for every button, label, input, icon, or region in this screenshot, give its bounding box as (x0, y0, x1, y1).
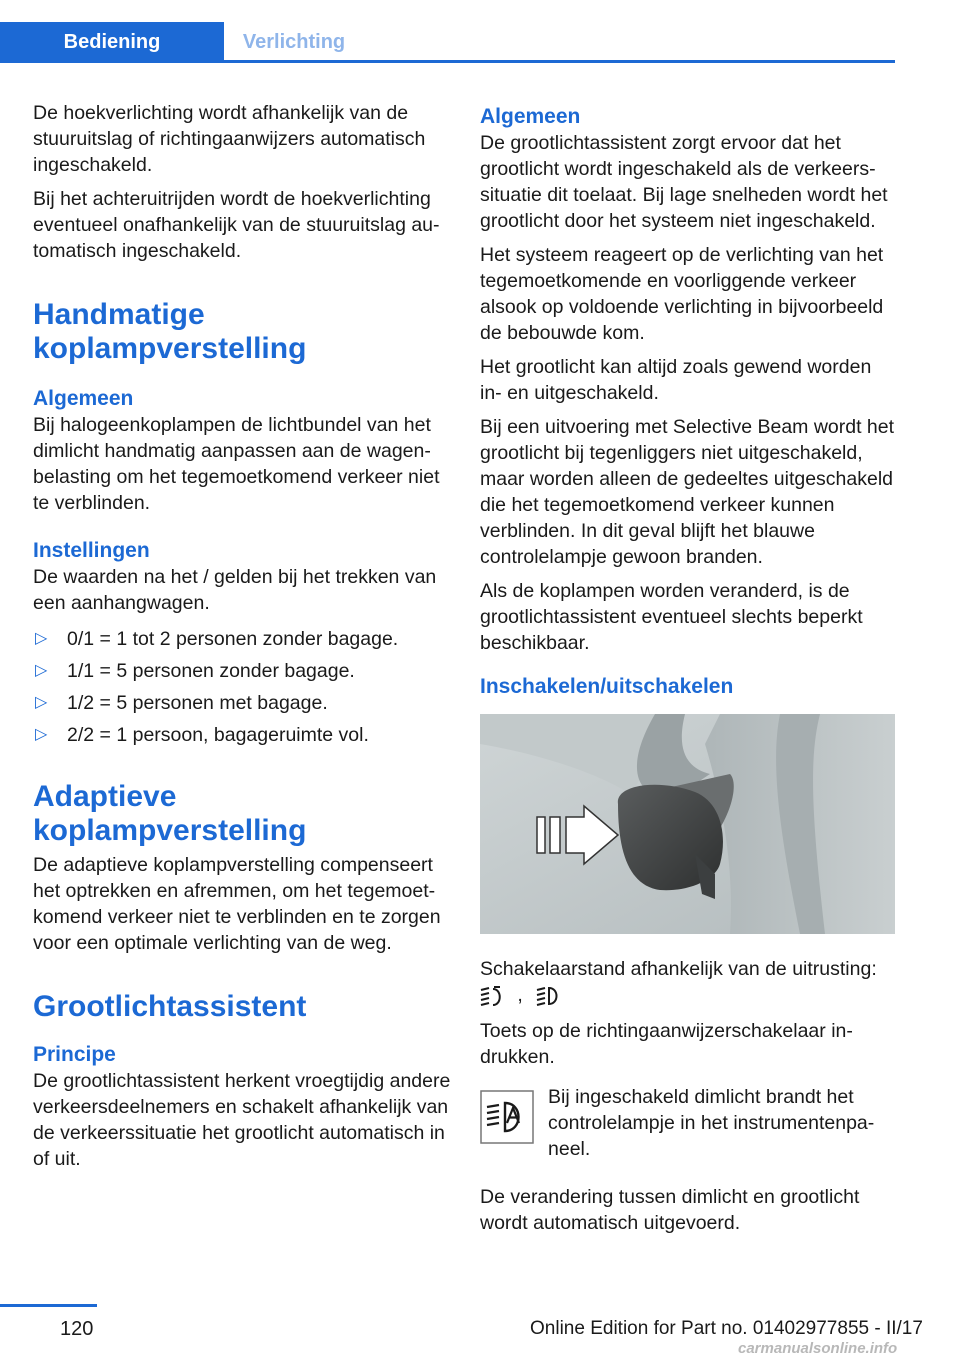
subheading-principe: Principe (33, 1043, 116, 1066)
paragraph-schakelaarstand: Schakelaarstand afhankelijk van de uitrusting: (480, 958, 877, 980)
section-title-handmatige: Handmatige koplampverstelling (33, 298, 307, 365)
paragraph-verandering: De verandering tussen dimlicht en grootlicht wordt automatisch uitgevoerd. (480, 1186, 860, 1234)
section-title-grootlichtassistent: Grootlichtassistent (33, 990, 307, 1023)
paragraph-grootlicht-3: Het grootlicht kan altijd zoals gewend worden in- en uitgeschakeld. (480, 356, 872, 404)
paragraph-halogeen: Bij halogeenkoplampen de lichtbundel van het dimlicht handmatig aanpassen aan de wagenbelasting om het tegemoetkomend verkeer niet te verblinden. (33, 414, 440, 514)
header-rule (0, 60, 895, 63)
tab-verlichting[interactable]: Verlichting (242, 30, 346, 53)
intro-paragraph-2: Bij het achteruitrijden wordt de hoekverlichting eventueel onafhankelijk van de stuuruitslag automatisch ingeschakeld. (33, 188, 440, 262)
list-item: ▷ 0/1 = 1 tot 2 personen zonder bagage. (33, 626, 451, 652)
left-column (33, 100, 451, 1180)
subheading-algemeen-1: Algemeen (33, 387, 134, 410)
indicator-note (480, 1084, 896, 1162)
subheading-instellingen: Instellingen (33, 539, 150, 562)
paragraph-principe: De grootlichtassistent herkent vroegtijdig andere verkeersdeelnemers en schakelt afhankelijk van de verkeerssituatie het grootlicht automatisch in of uit. (33, 1070, 451, 1170)
paragraph-selective-beam: Bij een uitvoering met Selective Beam wordt het grootlicht bij tegenliggers niet uitgeschakeld, maar worden alleen de gedeeltes uitgeschakeld die het tegemoetkomend verkeer kunnen verblinden. In dit geval blijft het blauwe controlelampje gewoon branden. (480, 416, 895, 568)
paragraph-instellingen: De waarden na het / gelden bij het trekken van een aanhangwagen. (33, 566, 437, 614)
list-item: ▷ 1/1 = 5 personen zonder bagage. (33, 658, 451, 684)
page-number: 120 (60, 1318, 94, 1340)
subheading-algemeen-2: Algemeen (480, 105, 581, 128)
paragraph-grootlicht-1: De grootlichtassistent zorgt ervoor dat het grootlicht wordt ingeschakeld als de verkeerssituatie dit toelaat. Bij lage snelheden wordt het grootlicht door het systeem niet ingeschakeld. (480, 132, 888, 232)
section-title-adaptieve: Adaptieve koplampverstelling (33, 780, 307, 847)
list-item: ▷ 1/2 = 5 personen met bagage. (33, 690, 451, 716)
edition-text: Online Edition for Part no. 01402977855 - II/17 (530, 1318, 923, 1339)
switch-symbols (480, 982, 896, 1012)
watermark: carmanualsonline.info (738, 1340, 898, 1357)
paragraph-toets: Toets op de richtingaanwijzerschakelaar indrukken. (480, 1020, 853, 1068)
paragraph-adaptieve: De adaptieve koplampverstelling compenseert het optrekken en afremmen, om het tegemoetkomend verkeer niet te verblinden en te zorgen voor een optimale verlichting van de weg. (33, 854, 441, 954)
high-beam-assist-icon (536, 985, 560, 1007)
intro-paragraph-1: De hoekverlichting wordt afhankelijk van de stuuruitslag of richtingaanwijzers automatisch ingeschakeld. (33, 102, 426, 176)
paragraph-grootlicht-2: Het systeem reageert op de verlichting van het tegemoetkomende en voorliggende verkeer alsook op voldoende verlichting in bijvoorbeeld de bebouwde kom. (480, 244, 884, 344)
symbol-separator: , (517, 984, 523, 1006)
chapter-tabs (0, 0, 960, 64)
settings-list (33, 626, 451, 748)
high-beam-assistant-indicator-icon (480, 1090, 534, 1144)
subheading-inschakelen: Inschakelen/uitschakelen (480, 675, 734, 698)
switch-lever-photo (480, 714, 895, 934)
footer-rule (0, 1304, 97, 1307)
tab-bediening[interactable]: Bediening (0, 22, 224, 62)
right-column (480, 100, 896, 1244)
paragraph-controlelampje: Bij ingeschakeld dimlicht brandt het controlelampje in het instrumentenpaneel. (548, 1086, 875, 1160)
list-item: ▷ 2/2 = 1 persoon, bagageruimte vol. (33, 722, 451, 748)
paragraph-koplampen: Als de koplampen worden veranderd, is de grootlichtassistent eventueel slechts beperkt beschikbaar. (480, 580, 863, 654)
high-beam-assist-on-icon (480, 985, 504, 1007)
